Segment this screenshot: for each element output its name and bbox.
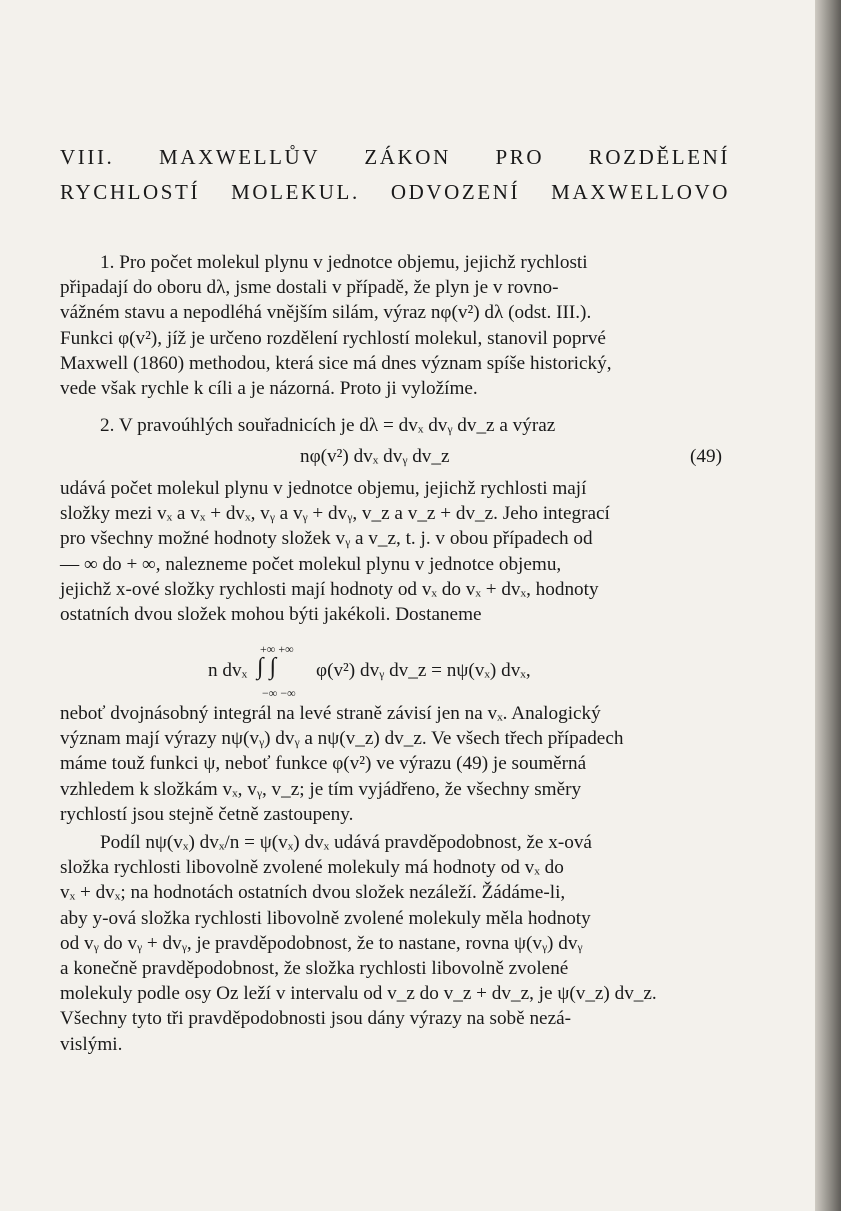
text-line: Podíl nψ(vₓ) dvₓ/n = ψ(vₓ) dvₓ udává pravděpodobnost, že x-ová <box>100 832 592 853</box>
paragraph-3 <box>60 476 730 627</box>
text-line: — ∞ do + ∞, nalezneme počet molekul plynu v jednotce objemu, <box>60 553 562 575</box>
chapter-title-line-2: RYCHLOSTÍ MOLEKUL. ODVOZENÍ MAXWELLOVO <box>60 180 730 204</box>
text-line: Maxwell (1860) methodou, která sice má dnes význam spíše historický, <box>60 352 612 374</box>
integral-prefix: n dvₓ <box>208 660 248 681</box>
paragraph-4 <box>60 701 730 827</box>
text-line: od vᵧ do vᵧ + dvᵧ, je pravděpodobnost, že to nastane, rovna ψ(vᵧ) dvᵧ <box>60 932 583 954</box>
integral-upper-limits: +∞ +∞ <box>260 642 294 656</box>
paragraph-2-intro <box>60 413 730 438</box>
text-line: složky mezi vₓ a vₓ + dvₓ, vᵧ a vᵧ + dvᵧ, v_z a v_z + dv_z. Jeho integrací <box>60 503 610 525</box>
chapter-title <box>60 140 730 210</box>
text-line: máme touž funkci ψ, neboť funkce φ(v²) ve výrazu (49) je souměrná <box>60 753 587 775</box>
text-line: rychlostí jsou stejně četně zastoupeny. <box>60 803 354 825</box>
text-line: vede však rychle k cíli a je názorná. Proto ji vyložíme. <box>60 378 478 400</box>
text-line: udává počet molekul plynu v jednotce objemu, jejichž rychlosti mají <box>60 478 587 499</box>
paragraph-5 <box>60 830 730 1057</box>
chapter-title-line-1: VIII. MAXWELLŮV ZÁKON PRO ROZDĚLENÍ <box>60 145 730 169</box>
integral-lower-limits: −∞ −∞ <box>262 686 296 700</box>
equation-number: (49) <box>690 446 722 467</box>
text-line: a konečně pravděpodobnost, že složka rychlosti libovolně zvolené <box>60 958 569 980</box>
paragraph-1 <box>60 250 730 401</box>
text-line: vₓ + dvₓ; na hodnotách ostatních dvou složek nezáleží. Žádáme-li, <box>60 882 566 904</box>
text-line: připadají do oboru dλ, jsme dostali v případě, že plyn je v rovno- <box>60 277 559 299</box>
integral-signs: ∫ ∫ <box>257 654 277 680</box>
text-line: aby y-ová složka rychlosti libovolně zvolené molekuly měla hodnoty <box>60 907 591 929</box>
text-line: ostatních dvou složek mohou býti jakékoli. Dostaneme <box>60 604 482 626</box>
text-line: molekuly podle osy Oz leží v intervalu od v_z do v_z + dv_z, je ψ(v_z) dv_z. <box>60 983 657 1005</box>
text-line: neboť dvojnásobný integrál na levé straně závisí jen na vₓ. Analogický <box>60 703 601 724</box>
text-line: význam mají výrazy nψ(vᵧ) dvᵧ a nψ(v_z) dv_z. Ve všech třech případech <box>60 728 624 750</box>
text-line: 1. Pro počet molekul plynu v jednotce objemu, jejichž rychlosti <box>100 252 588 273</box>
text-line: vislými. <box>60 1033 123 1055</box>
integral-body: φ(v²) dvᵧ dv_z = nψ(vₓ) dvₓ, <box>316 660 531 681</box>
text-line: Všechny tyto tři pravděpodobnosti jsou dány výrazy na sobě nezá- <box>60 1008 571 1030</box>
text-line: 2. V pravoúhlých souřadnicích je dλ = dvₓ dvᵧ dv_z a výraz <box>100 415 556 436</box>
text-line: jejichž x-ové složky rychlosti mají hodnoty od vₓ do vₓ + dvₓ, hodnoty <box>60 578 599 600</box>
text-line: vzhledem k složkám vₓ, vᵧ, v_z; je tím vyjádřeno, že všechny směry <box>60 778 582 800</box>
text-line: složka rychlosti libovolně zvolené molekuly má hodnoty od vₓ do <box>60 857 564 879</box>
text-line: Funkci φ(v²), jíž je určeno rozdělení rychlostí molekul, stanovil poprvé <box>60 327 606 349</box>
page-edge-shadow <box>815 0 841 1211</box>
equation-49: nφ(v²) dvₓ dvᵧ dv_z <box>300 446 450 467</box>
text-line: pro všechny možné hodnoty složek vᵧ a v_z, t. j. v obou případech od <box>60 528 593 550</box>
text-line: vážném stavu a nepodléhá vnějším silám, výraz nφ(v²) dλ (odst. III.). <box>60 302 592 324</box>
